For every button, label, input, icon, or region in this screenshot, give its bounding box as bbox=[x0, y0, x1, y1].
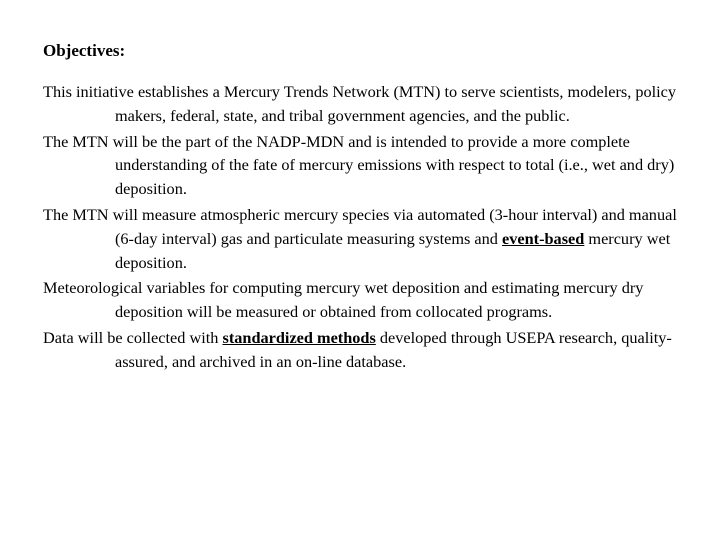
paragraph-text: The MTN will measure atmospheric mercury species via automated (3-hour interval) and manual (6-day interval) gas and particulate measuring systems and bbox=[43, 204, 677, 248]
emphasized-term-event-based: event-based bbox=[502, 228, 585, 248]
paragraph-text: mercury wet deposition. bbox=[115, 228, 671, 272]
paragraph-text: The MTN will be the part of the NADP-MDN and is intended to provide a more complete understanding of the fate of mercury emissions with respect to total (i.e., wet and dry) deposition. bbox=[43, 131, 675, 199]
objective-paragraph-2 bbox=[43, 130, 693, 201]
paragraph-text: Meteorological variables for computing mercury wet deposition and estimating mercury dry deposition will be measured or obtained from collocated programs. bbox=[43, 278, 644, 322]
paragraph-text: Data will be collected with bbox=[43, 327, 223, 347]
objectives-heading: Objectives: bbox=[43, 41, 126, 60]
emphasized-term-standardized-methods: standardized methods bbox=[222, 327, 376, 347]
objective-paragraph-4 bbox=[43, 276, 693, 324]
paragraph-text: This initiative establishes a Mercury Trends Network (MTN) to serve scientists, modelers, policy makers, federal, state, and tribal government agencies, and the public. bbox=[43, 82, 677, 125]
paragraph-text: developed through USEPA research, quality-assured, and archived in an on-line database. bbox=[115, 327, 672, 371]
objective-paragraph-5 bbox=[43, 326, 693, 374]
objective-paragraph-3 bbox=[43, 203, 693, 274]
objective-paragraph-1 bbox=[43, 80, 693, 128]
slide-content bbox=[43, 40, 693, 376]
